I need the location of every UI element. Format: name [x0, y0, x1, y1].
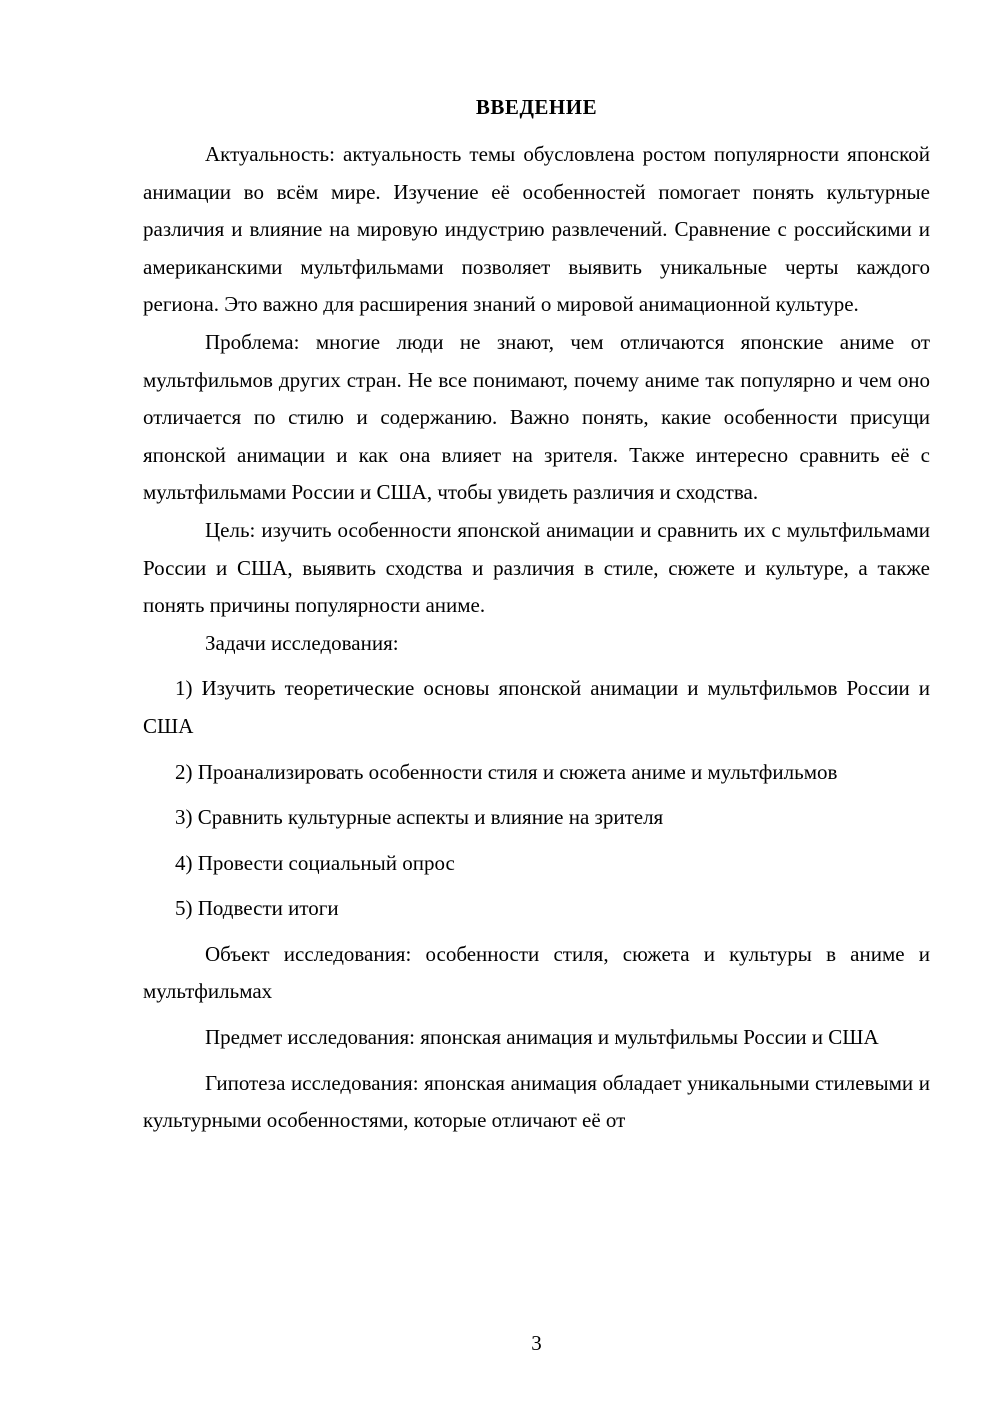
paragraph-problem: Проблема: многие люди не знают, чем отличаются японские аниме от мультфильмов других стран. Не все понимают, почему аниме так популярно и чем оно отличается по стилю и содержанию. Важно понять, какие особенности присущи японской анимации и как она влияет на зрителя. Также интересно сравнить её с мультфильмами России и США, чтобы увидеть различия и сходства.: [143, 329, 930, 505]
page-title: ВВЕДЕНИЕ: [475, 95, 598, 119]
page-number: 3: [531, 1331, 542, 1355]
paragraph-relevance: Актуальность: актуальность темы обусловлена ростом популярности японской анимации во всём мире. Изучение её особенностей помогает понять культурные различия и влияние на мировую индустрию развлечений. Сравнение с российскими и американскими мультфильмами позволяет выявить уникальные черты каждого региона. Это важно для расширения знаний о мировой анимационной культуре.: [143, 142, 930, 317]
list-item-task-2: 2) Проанализировать особенности стиля и сюжета аниме и мультфильмов: [175, 759, 838, 784]
list-item-task-1: 1) Изучить теоретические основы японской анимации и мультфильмов России и США: [143, 676, 930, 738]
list-item-task-4: 4) Провести социальный опрос: [175, 850, 455, 875]
list-item-task-3: 3) Сравнить культурные аспекты и влияние на зрителя: [175, 805, 664, 830]
paragraph-subject: Предмет исследования: японская анимация и мультфильмы России и США: [205, 1025, 879, 1050]
paragraph-goal: Цель: изучить особенности японской анимации и сравнить их с мультфильмами России и США, выявить сходства и различия в стиле, сюжете и культуре, а также понять причины популярности аниме.: [143, 517, 930, 618]
paragraph-hypothesis: Гипотеза исследования: японская анимация обладает уникальными стилевыми и культурными особенностями, которые отличают её от: [143, 1070, 930, 1133]
paragraph-tasks-heading: Задачи исследования:: [205, 630, 399, 655]
paragraph-object: Объект исследования: особенности стиля, сюжета и культуры в аниме и мультфильмах: [143, 941, 930, 1004]
list-item-task-5: 5) Подвести итоги: [175, 896, 339, 921]
